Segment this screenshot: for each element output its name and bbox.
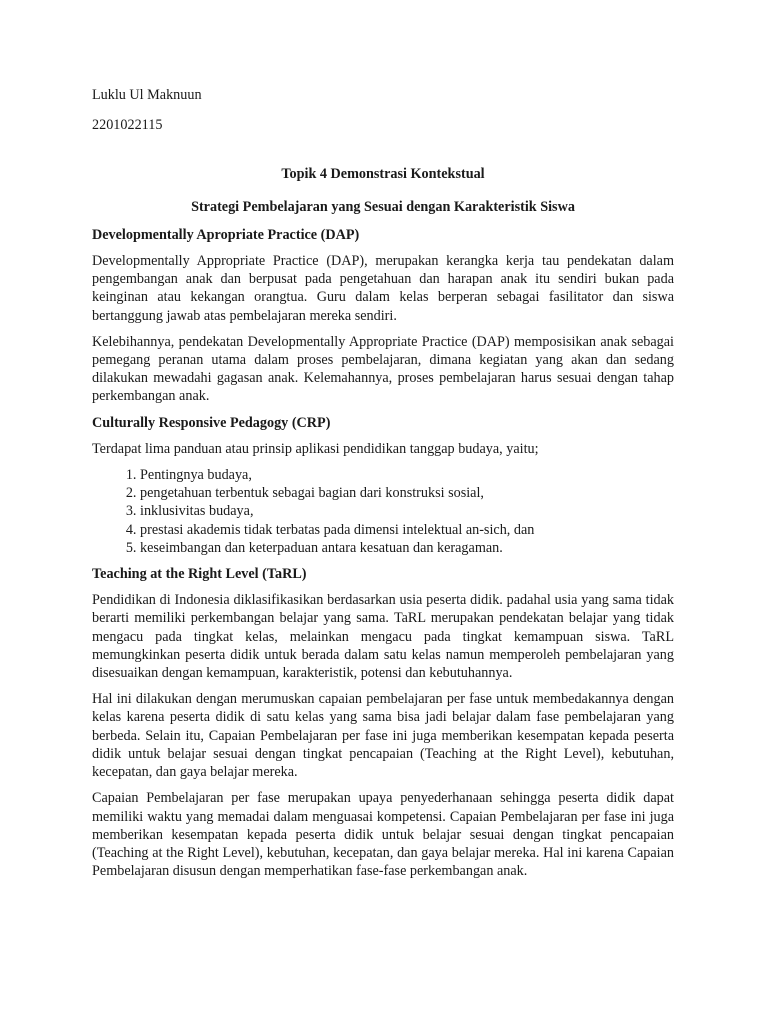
paragraph: Capaian Pembelajaran per fase merupakan upaya penyederhanaan sehingga peserta didik dapat memiliki waktu yang memadai dalam menguasai kompetensi. Capaian Pembelajaran per fase ini juga memberikan kesempatan kepada peserta didik untuk belajar sesuai dengan tingkat pencapaian (Teaching at the Right Level), kebutuhan, kecepatan, dan gaya belajar mereka. Hal ini karena Capaian Pembelajaran disusun dengan memperhatikan fase-fase perkembangan anak. (92, 790, 674, 880)
section-heading-crp: Culturally Responsive Pedagogy (CRP) (92, 414, 331, 431)
paragraph: Terdapat lima panduan atau prinsip aplikasi pendidikan tanggap budaya, yaitu; (92, 440, 539, 457)
list-item: 2. pengetahuan terbentuk sebagai bagian dari konstruksi sosial, (140, 484, 674, 502)
paragraph: Pendidikan di Indonesia diklasifikasikan berdasarkan usia peserta didik. padahal usia yang sama tidak berarti memiliki perkembangan belajar yang sama. TaRL merupakan pendekatan belajar yang tidak mengacu pada tingkat kelas, melainkan mengacu pada tingkat kemampuan siswa. TaRL memungkinkan peserta didik untuk berada dalam satu kelas namun memperoleh pembelajaran yang disesuaikan dengan kemampuan, karakteristik, potensi dan kebutuhannya. (92, 592, 674, 682)
section-dap (92, 226, 674, 406)
list-item: 4. prestasi akademis tidak terbatas pada dimensi intelektual an-sich, dan (140, 521, 674, 539)
section-crp (92, 414, 674, 557)
document-page (92, 86, 674, 888)
paragraph: Hal ini dilakukan dengan merumuskan capaian pembelajaran per fase untuk membedakannya dengan kelas karena peserta didik di satu kelas yang sama bisa jadi belajar dalam fase pembelajaran yang berbeda. Selain itu, Capaian Pembelajaran per fase ini juga memberikan kesempatan kepada peserta didik untuk belajar sesuai dengan tingkat pencapaian (Teaching at the Right Level), kebutuhan, kecepatan, dan gaya belajar mereka. (92, 691, 674, 781)
document-subtitle: Strategi Pembelajaran yang Sesuai dengan Karakteristik Siswa (191, 198, 575, 215)
student-id: 2201022115 (92, 117, 163, 134)
topic-title: Topik 4 Demonstrasi Kontekstual (281, 166, 485, 183)
author-name: Luklu Ul Maknuun (92, 87, 202, 103)
list-item: 3. inklusivitas budaya, (140, 502, 674, 520)
paragraph: Kelebihannya, pendekatan Developmentally Appropriate Practice (DAP) memposisikan anak sebagai pemegang peranan utama dalam proses pembelajaran, dimana kegiatan yang akan dan sedang dilakukan mewadahi gagasan anak. Kelemahannya, proses pembelajaran harus sesuai dengan tahap perkembangan anak. (92, 333, 674, 405)
list-item: 1. Pentingnya budaya, (140, 466, 674, 484)
section-heading-tarl: Teaching at the Right Level (TaRL) (92, 566, 307, 583)
section-tarl (92, 565, 674, 880)
principles-list (92, 466, 674, 557)
paragraph: Developmentally Appropriate Practice (DAP), merupakan kerangka kerja tau pendekatan dalam pengembangan anak dan berpusat pada pengetahuan dan harapan anak itu sendiri bukan pada keinginan atau kekangan orangtua. Guru dalam kelas berperan sebagai fasilitator dan siswa bertanggung jawab atas pembelajaran mereka sendiri. (92, 253, 674, 324)
list-item: 5. keseimbangan dan keterpaduan antara kesatuan dan keragaman. (140, 539, 674, 557)
section-heading-dap: Developmentally Apropriate Practice (DAP) (92, 226, 360, 243)
